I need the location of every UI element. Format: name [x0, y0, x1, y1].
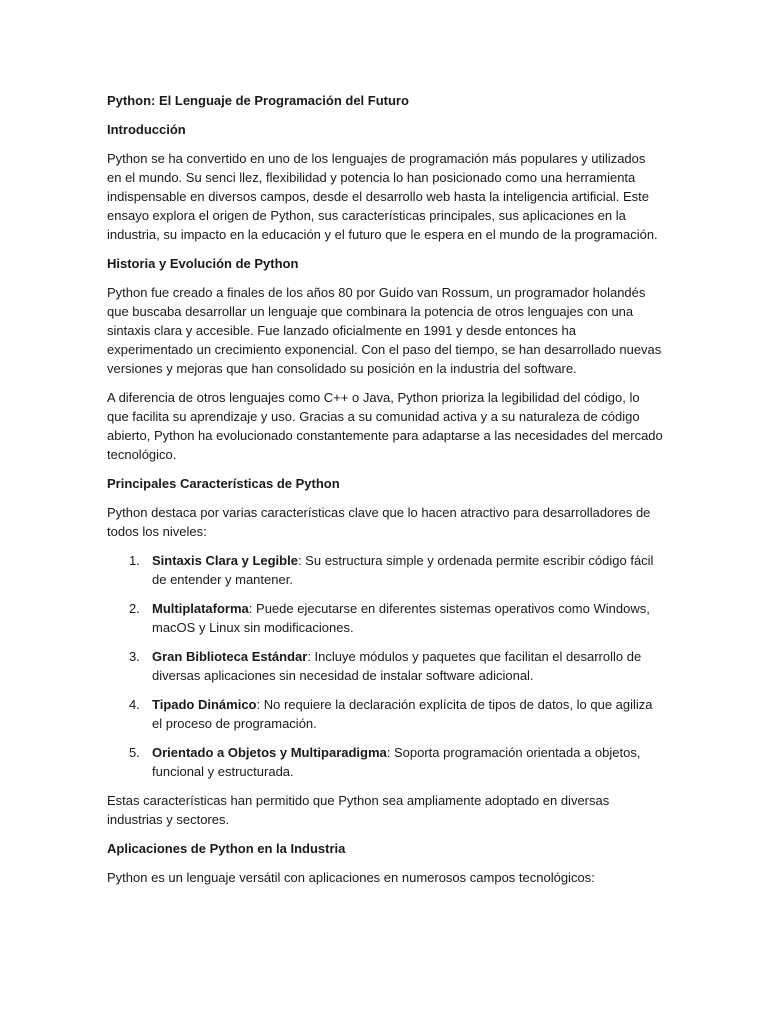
paragraph-features-intro: Python destaca por varias características clave que lo hacen atractivo para desarrolladores de todos los niveles:: [107, 505, 651, 539]
heading-caracteristicas: Principales Características de Python: [107, 476, 340, 491]
list-item-description: : Puede ejecutarse en diferentes sistemas operativos como Windows, macOS y Linux sin modificaciones.: [152, 601, 650, 635]
heading-introduccion: Introducción: [107, 122, 186, 137]
list-item: [107, 695, 663, 733]
paragraph-intro: Python se ha convertido en uno de los lenguajes de programación más populares y utilizados en el mundo. Su senci llez, flexibilidad y potencia lo han posicionado como una herramienta indispensable en diversos campos, desde el desarrollo web hasta la inteligencia artificial. Este ensayo explora el origen de Python, sus características principales, sus aplicaciones en la industria, su impacto en la educación y el futuro que le espera en el mundo de la programación.: [107, 151, 658, 242]
features-list: [107, 551, 663, 781]
document-title: Python: El Lenguaje de Programación del Futuro: [107, 93, 409, 108]
list-item-number: 3.: [129, 649, 140, 664]
list-item-description: : Incluye módulos y paquetes que facilitan el desarrollo de diversas aplicaciones sin necesidad de instalar software adicional.: [152, 649, 642, 683]
list-item-description: : No requiere la declaración explícita de tipos de datos, lo que agiliza el proceso de programación.: [152, 697, 653, 731]
list-item-term: Tipado Dinámico: [152, 697, 257, 712]
list-item: [107, 551, 663, 589]
list-item-number: 5.: [129, 745, 140, 760]
list-item-number: 2.: [129, 601, 140, 616]
paragraph-history-1: Python fue creado a finales de los años 80 por Guido van Rossum, un programador holandés que buscaba desarrollar un lenguaje que combinara la potencia de otros lenguajes con una sintaxis clara y accesible. Fue lanzado oficialmente en 1991 y desde entonces ha experimentado un crecimiento exponencial. Con el paso del tiempo, se han desarrollado nuevas versiones y mejoras que han consolidado su posición en la industria del software.: [107, 285, 662, 376]
list-item: [107, 743, 663, 781]
document-body: [107, 91, 663, 897]
list-item-description: : Soporta programación orientada a objetos, funcional y estructurada.: [152, 745, 641, 779]
paragraph-applications: Python es un lenguaje versátil con aplicaciones en numerosos campos tecnológicos:: [107, 870, 595, 885]
list-item-term: Gran Biblioteca Estándar: [152, 649, 308, 664]
list-item: [107, 599, 663, 637]
heading-historia: Historia y Evolución de Python: [107, 256, 299, 271]
list-item-number: 1.: [129, 553, 140, 568]
list-item-term: Orientado a Objetos y Multiparadigma: [152, 745, 387, 760]
list-item-number: 4.: [129, 697, 140, 712]
list-item: [107, 647, 663, 685]
paragraph-history-2: A diferencia de otros lenguajes como C++ o Java, Python prioriza la legibilidad del código, lo que facilita su aprendizaje y uso. Gracias a su comunidad activa y a su naturaleza de código abierto, Python ha evolucionado constantemente para adaptarse a las necesidades del mercado tecnológico.: [107, 390, 663, 462]
list-item-description: : Su estructura simple y ordenada permite escribir código fácil de entender y mantener.: [152, 553, 654, 587]
paragraph-features-outro: Estas características han permitido que Python sea ampliamente adoptado en diversas industrias y sectores.: [107, 793, 610, 827]
list-item-term: Multiplataforma: [152, 601, 249, 616]
list-item-term: Sintaxis Clara y Legible: [152, 553, 298, 568]
heading-aplicaciones: Aplicaciones de Python en la Industria: [107, 841, 346, 856]
